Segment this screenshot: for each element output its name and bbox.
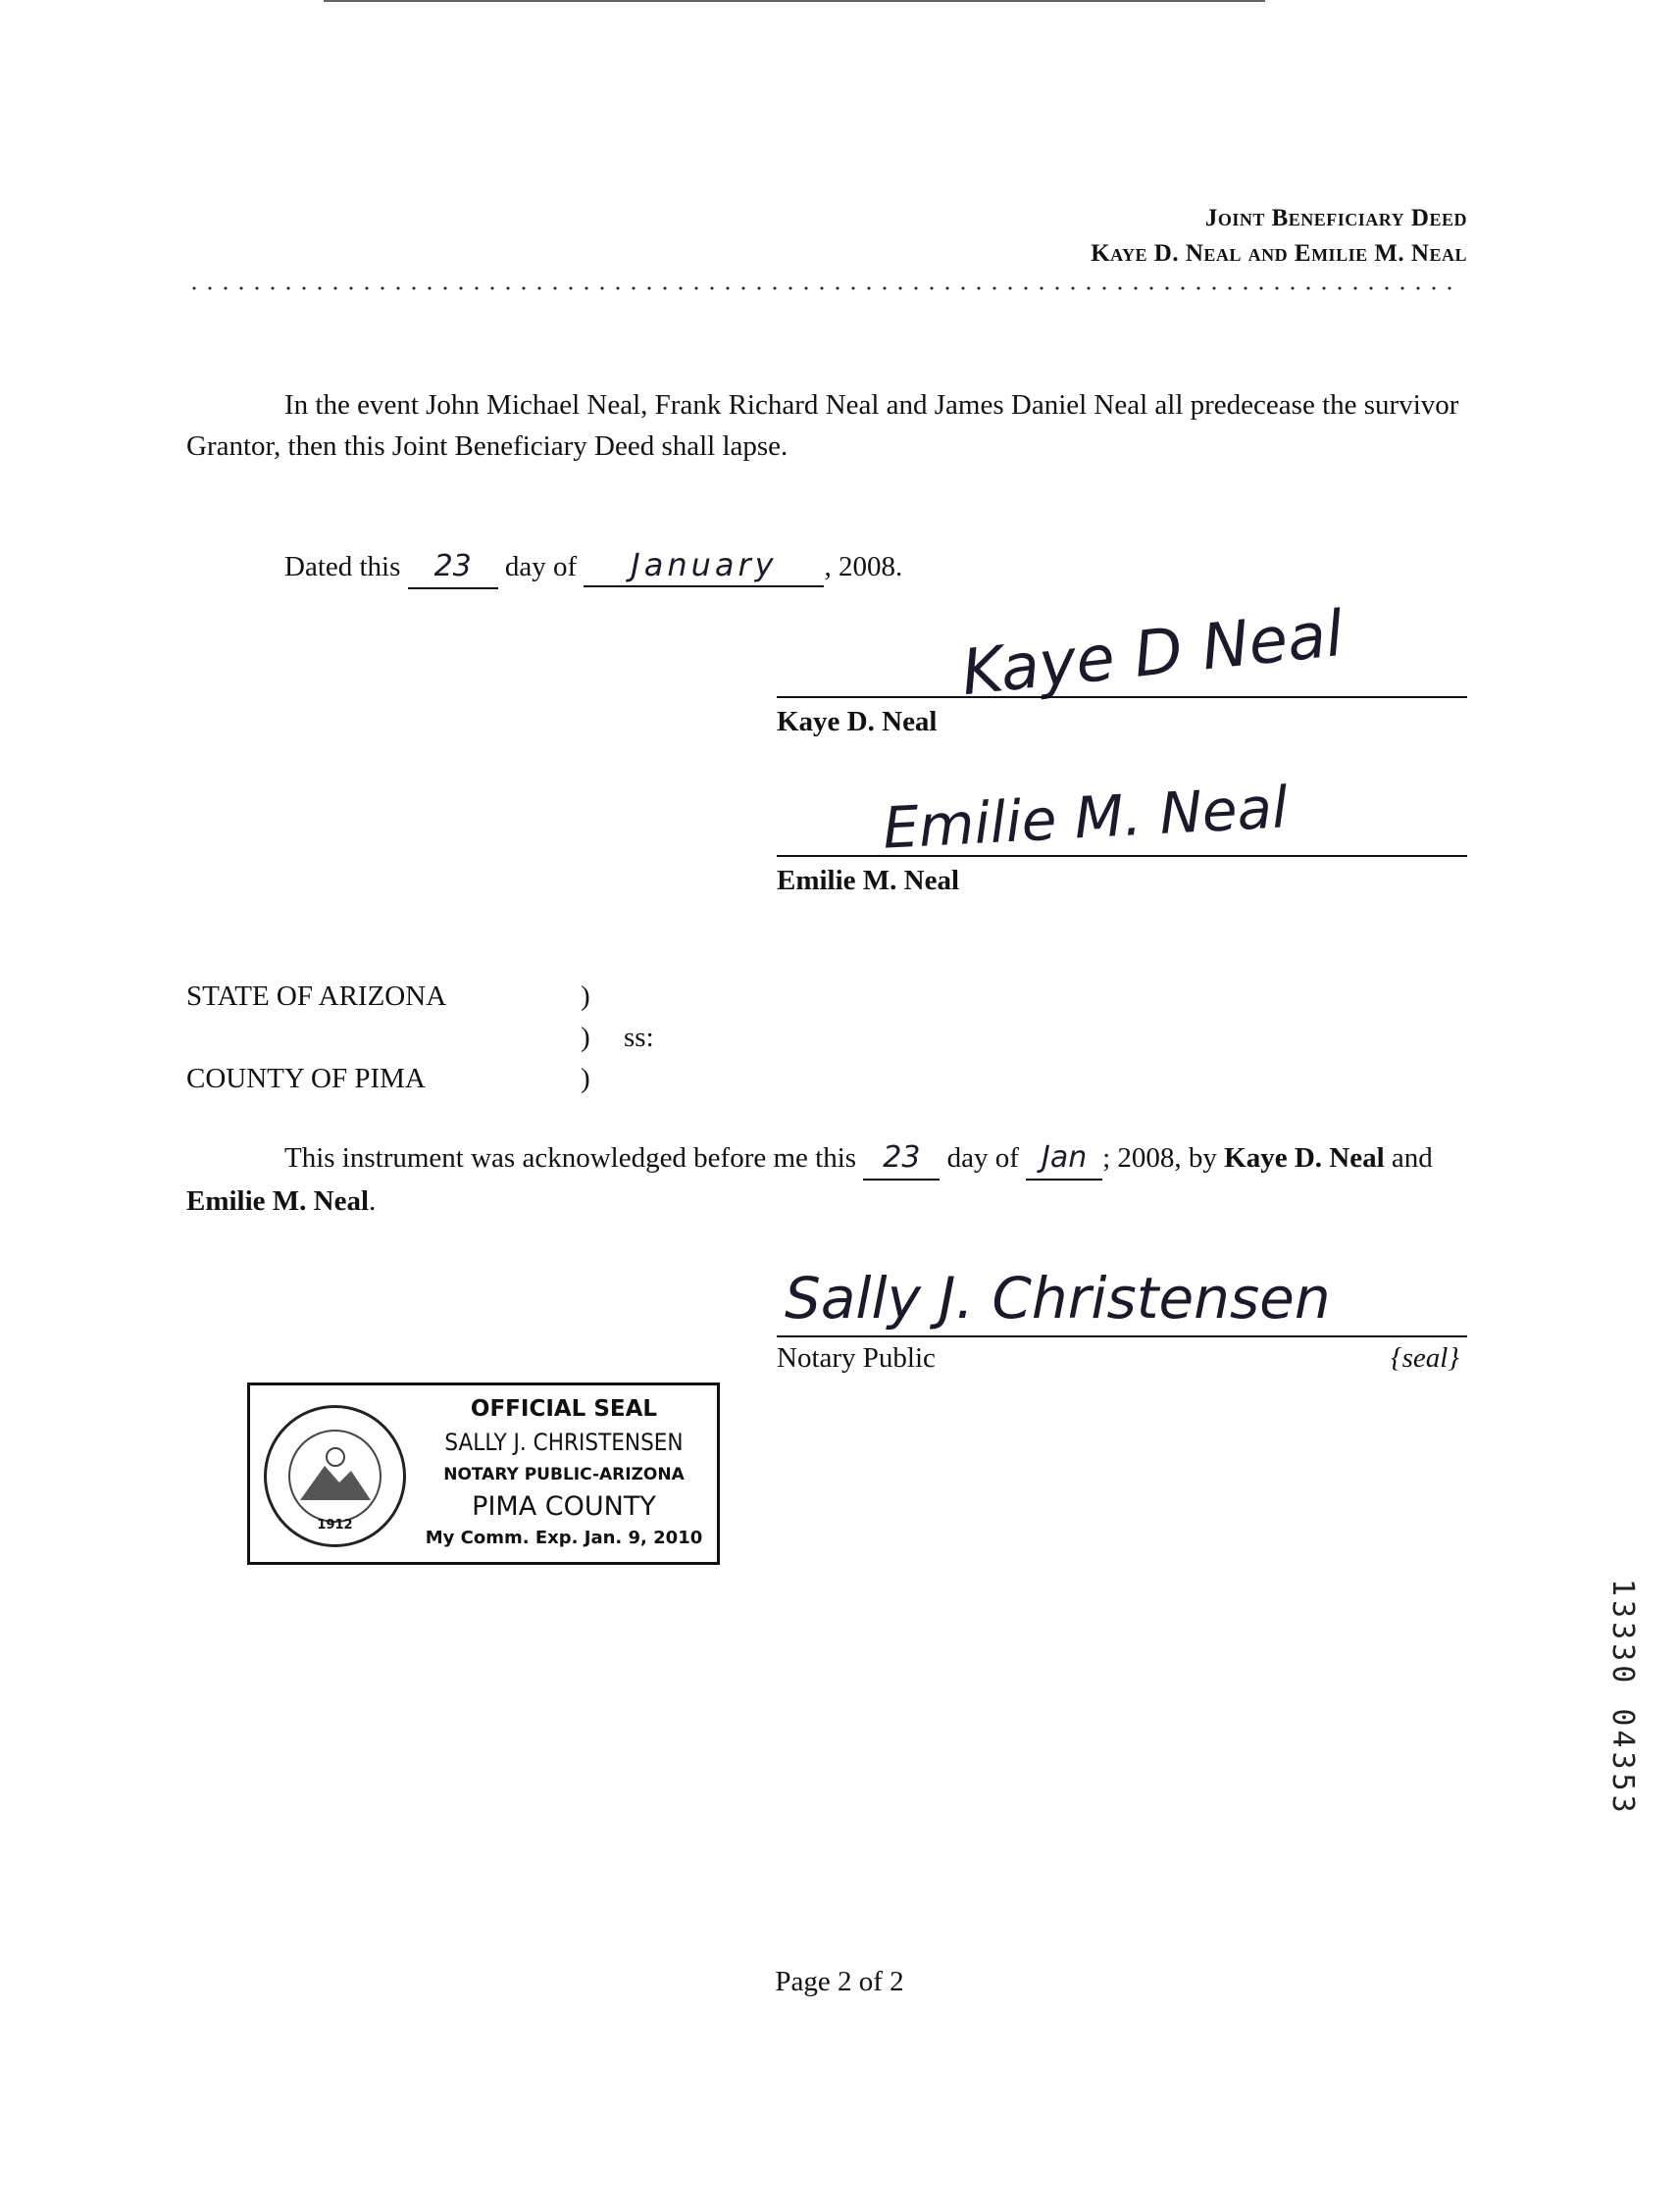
signature-line-2 xyxy=(777,855,1467,857)
signature-kaye: Kaye D Neal xyxy=(958,597,1348,711)
dated-middle: day of xyxy=(504,551,578,582)
ack-day-field: 23 xyxy=(863,1137,940,1181)
ack-prefix: This instrument was acknowledged before me this xyxy=(284,1142,857,1174)
ack-middle: day of xyxy=(946,1142,1019,1174)
dated-suffix: , 2008. xyxy=(824,551,903,582)
venue-county: COUNTY OF PIMA xyxy=(186,1063,426,1094)
seal-title: OFFICIAL SEAL xyxy=(470,1396,658,1422)
dotted-separator xyxy=(186,284,1461,292)
seal-expiry: My Comm. Exp. Jan. 9, 2010 xyxy=(425,1528,703,1548)
ack-suffix: ; 2008, by xyxy=(1102,1142,1217,1174)
dated-month-field: January xyxy=(584,544,824,587)
seal-county: PIMA COUNTY xyxy=(472,1491,656,1522)
venue-paren-3: ) xyxy=(581,1063,590,1094)
header-title: Joint Beneficiary Deed xyxy=(1204,205,1467,231)
ack-name-2: Emilie M. Neal xyxy=(186,1185,370,1217)
venue-paren-1: ) xyxy=(581,980,590,1012)
signature-notary: Sally J. Christensen xyxy=(785,1265,1331,1332)
page-number: Page 2 of 2 xyxy=(775,1966,904,1997)
header-parties: Kaye D. Neal and Emilie M. Neal xyxy=(1091,240,1467,267)
ack-month-field: Jan xyxy=(1026,1137,1102,1181)
signature-line-1 xyxy=(777,696,1467,698)
seal-role: NOTARY PUBLIC-ARIZONA xyxy=(443,1465,685,1484)
top-scan-line xyxy=(324,0,1265,2)
dated-day-field: 23 xyxy=(408,546,498,589)
arizona-seal-emblem xyxy=(264,1405,406,1547)
venue-paren-2: ) xyxy=(581,1022,590,1053)
acknowledgment-paragraph xyxy=(186,1137,1471,1222)
seal-notary-name: SALLY J. CHRISTENSEN xyxy=(444,1429,684,1456)
venue-state: STATE OF ARIZONA xyxy=(186,980,447,1012)
seal-label: {seal} xyxy=(1391,1342,1459,1374)
seal-text-block xyxy=(412,1393,716,1552)
venue-ss: ss: xyxy=(624,1022,654,1053)
lapse-paragraph: In the event John Michael Neal, Frank Richard Neal and James Daniel Neal all predecease the survivor Grantor, then this Joint Beneficiary Deed shall lapse. xyxy=(186,389,1459,462)
ack-and: and xyxy=(1391,1142,1433,1174)
signer-name-2: Emilie M. Neal xyxy=(777,865,960,896)
document-header xyxy=(1091,201,1467,272)
official-seal-stamp xyxy=(247,1382,720,1565)
notary-label: Notary Public xyxy=(777,1342,936,1374)
signature-emilie: Emilie M. Neal xyxy=(881,774,1290,862)
ack-end: . xyxy=(369,1185,377,1217)
dated-prefix: Dated this xyxy=(284,551,401,582)
signer-name-1: Kaye D. Neal xyxy=(777,706,938,737)
seal-year: 1912 xyxy=(317,1518,353,1533)
recording-number: 13330 04353 xyxy=(1605,1579,1640,1817)
seal-mountain-icon xyxy=(290,1432,380,1521)
ack-name-1: Kaye D. Neal xyxy=(1224,1142,1385,1174)
dated-line xyxy=(284,544,902,589)
seal-inner-ring xyxy=(288,1430,382,1523)
